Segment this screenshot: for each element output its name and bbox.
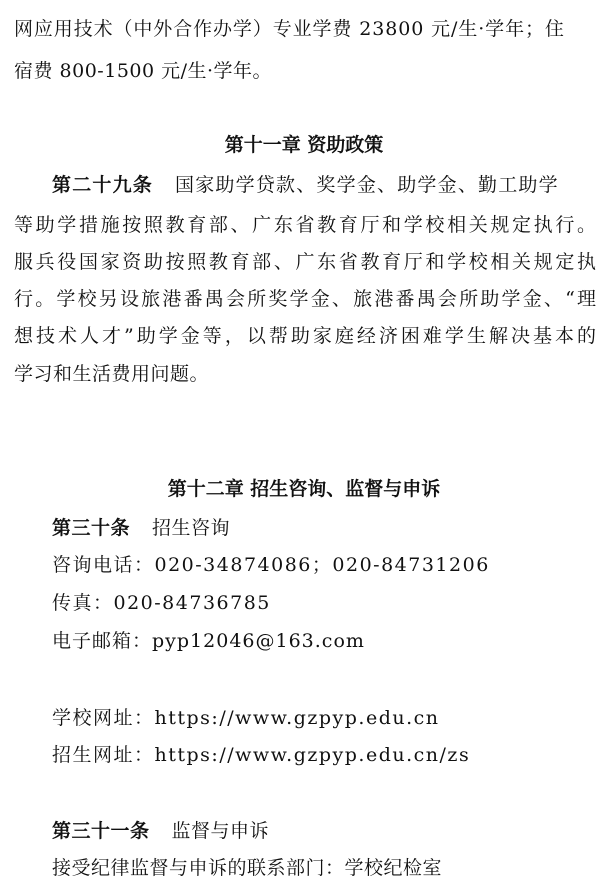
- admission-website: 招生网址：https://www.gzpyp.edu.cn/zs: [52, 744, 471, 766]
- fee-line-2: 宿费 800-1500 元/生·学年。: [14, 60, 273, 82]
- article-30-label: 第三十条: [52, 517, 131, 539]
- article-30-title: 招生咨询: [152, 517, 231, 539]
- article-29-text-3: 服兵役国家资助按照教育部、广东省教育厅和学校相关规定执: [14, 251, 596, 273]
- fax-number: 传真：020-84736785: [52, 592, 271, 614]
- article-31-heading: [52, 816, 269, 843]
- article-31-title: 监督与申诉: [171, 820, 270, 842]
- chapter-12-title: 第十二章 招生咨询、监督与申诉: [167, 478, 441, 500]
- school-website: 学校网址：https://www.gzpyp.edu.cn: [52, 707, 440, 729]
- fee-line-1: 网应用技术（中外合作办学）专业学费 23800 元/生·学年；住: [14, 18, 565, 40]
- article-31-label: 第三十一条: [52, 820, 150, 842]
- email-address: 电子邮箱：pyp12046@163.com: [52, 630, 365, 652]
- article-29-text-5: 想技术人才”助学金等，以帮助家庭经济困难学生解决基本的: [14, 325, 596, 347]
- article-29-text-1: 国家助学贷款、奖学金、助学金、勤工助学: [175, 174, 559, 196]
- consult-phone: 咨询电话：020-34874086；020-84731206: [52, 554, 490, 576]
- complaint-contact: 接受纪律监督与申诉的联系部门：学校纪检室: [52, 857, 443, 879]
- article-30-heading: [52, 513, 230, 540]
- article-29-text-6: 学习和生活费用问题。: [14, 363, 210, 385]
- chapter-11-title: 第十一章 资助政策: [224, 134, 384, 156]
- article-29-text-4: 行。学校另设旅港番禺会所奖学金、旅港番禺会所助学金、“理: [14, 288, 596, 310]
- article-29-label: 第二十九条: [52, 174, 154, 196]
- article-29-text-2: 等助学措施按照教育部、广东省教育厅和学校相关规定执行。: [14, 214, 596, 236]
- article-29-first-line: [52, 170, 559, 197]
